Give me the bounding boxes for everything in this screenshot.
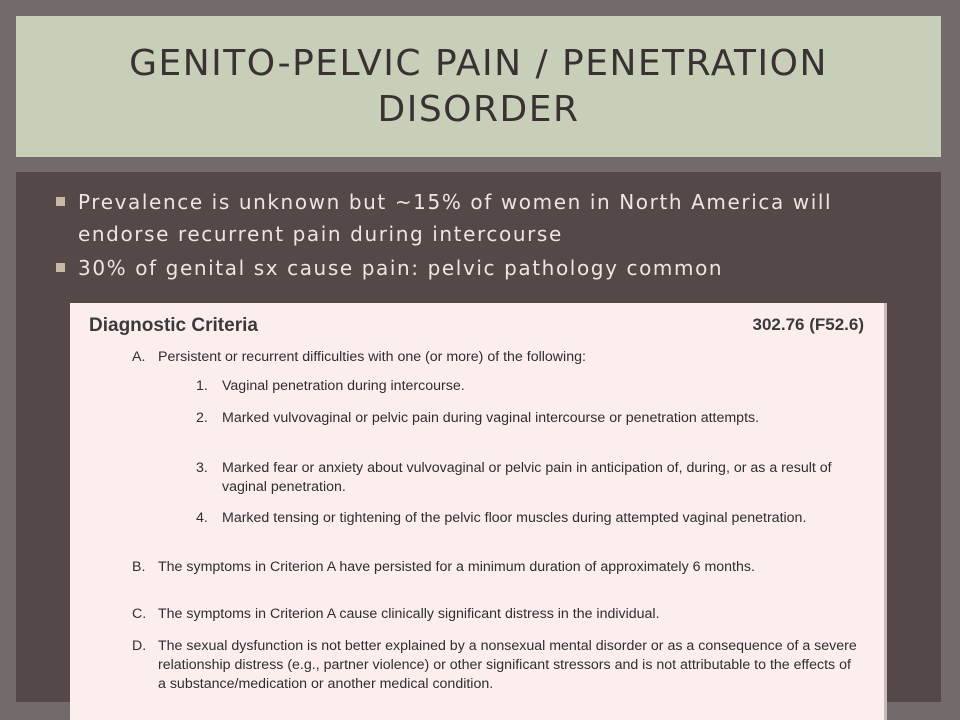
bullet-list	[56, 186, 916, 286]
item-text: Marked fear or anxiety about vulvovaginal or pelvic pain in anticipation of, during, or as a result of vaginal penetration.	[222, 460, 832, 495]
bullet-item	[56, 252, 916, 284]
criterion-c	[132, 605, 862, 624]
item-number: 4.	[196, 510, 208, 526]
item-number: 3.	[196, 460, 208, 476]
criteria-heading: Diagnostic Criteria	[89, 315, 258, 336]
square-bullet-icon	[56, 197, 65, 206]
criterion-letter: A.	[132, 349, 146, 365]
item-text: Marked tensing or tightening of the pelvic floor muscles during attempted vaginal penetration.	[222, 510, 807, 526]
criterion-a-item	[196, 409, 846, 428]
item-text: Vaginal penetration during intercourse.	[222, 378, 465, 394]
criteria-header	[89, 315, 864, 341]
bullet-text: Prevalence is unknown but ~15% of women in North America will endorse recurrent pain during intercourse	[78, 190, 833, 246]
bullet-text: 30% of genital sx cause pain: pelvic pathology common	[78, 256, 724, 280]
criterion-text: Persistent or recurrent difficulties with one (or more) of the following:	[158, 349, 586, 365]
criterion-a-item	[196, 377, 846, 396]
item-number: 1.	[196, 378, 208, 394]
diagnosis-code: 302.76 (F52.6)	[752, 315, 864, 334]
criterion-b	[132, 558, 862, 577]
item-number: 2.	[196, 410, 208, 426]
criterion-d	[132, 637, 862, 694]
square-bullet-icon	[56, 263, 65, 272]
diagnostic-criteria-image	[70, 303, 887, 720]
slide-title: GENITO-PELVIC PAIN / PENETRATION DISORDER	[129, 42, 828, 130]
title-band	[16, 16, 941, 157]
criterion-letter: C.	[132, 606, 147, 622]
item-text: Marked vulvovaginal or pelvic pain during vaginal intercourse or penetration attempts.	[222, 410, 760, 426]
criterion-text: The symptoms in Criterion A cause clinically significant distress in the individual.	[158, 606, 660, 622]
criterion-a-item	[196, 509, 846, 528]
criterion-text: The sexual dysfunction is not better explained by a nonsexual mental disorder or as a consequence of a severe relationship distress (e.g., partner violence) or other significant stressors and is not attributable to the effects of a substance/medication or another medical condition.	[158, 638, 857, 692]
bullet-item	[56, 186, 916, 250]
criterion-text: The symptoms in Criterion A have persisted for a minimum duration of approximately 6 months.	[158, 559, 755, 575]
criterion-letter: B.	[132, 559, 146, 575]
criterion-letter: D.	[132, 638, 147, 654]
criterion-a	[132, 348, 832, 367]
criterion-a-item	[196, 459, 846, 497]
